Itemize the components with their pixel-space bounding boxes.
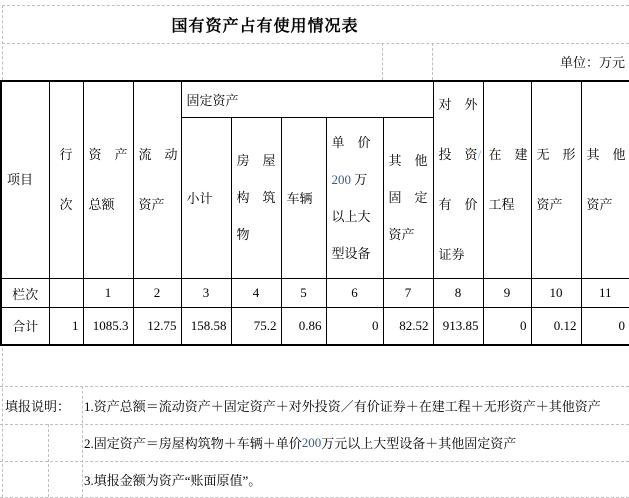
col-header-current-assets[interactable] [133, 81, 181, 279]
col-header-total-assets[interactable] [83, 81, 133, 279]
header-label: 其 他 [388, 153, 428, 169]
total-value-current-assets[interactable]: 12.75 [133, 308, 181, 345]
col-header-buildings-structures[interactable] [231, 117, 281, 278]
header-label: 对 外 [438, 97, 478, 112]
column-index-cell[interactable]: 10 [531, 279, 581, 308]
col-header-vehicles[interactable] [281, 117, 326, 278]
gridline-v [48, 424, 49, 497]
col-header-other-fixed-assets[interactable] [383, 117, 433, 278]
column-index-cell[interactable]: 3 [181, 279, 231, 308]
total-value-other-assets[interactable]: 0 [581, 308, 629, 345]
column-index-cell[interactable] [49, 279, 83, 308]
column-index-cell[interactable]: 9 [483, 279, 531, 308]
group-header-fixed-assets[interactable] [181, 81, 433, 117]
total-value-subtotal[interactable]: 158.58 [181, 308, 231, 345]
gridline-v [382, 43, 383, 80]
row-label-total[interactable]: 合计 [1, 308, 49, 345]
total-value-buildings[interactable]: 75.2 [231, 308, 281, 345]
header-label: 有 价 [438, 197, 478, 212]
header-label: 万 [351, 171, 368, 187]
note-2 [84, 424, 516, 461]
header-label: 其 他 [586, 147, 626, 162]
header-label: 小计 [186, 191, 213, 207]
column-index-row [1, 279, 629, 308]
header-label: 资 产 [88, 147, 128, 162]
threshold-number: 200 [331, 171, 351, 187]
column-index-cell[interactable]: 7 [383, 279, 433, 308]
column-index-cell[interactable]: 2 [133, 279, 181, 308]
asset-table [0, 80, 629, 346]
header-label: 工程 [488, 197, 515, 212]
header-label: 无 形 [536, 147, 576, 162]
header-label: 行 [59, 147, 73, 162]
col-header-subtotal[interactable] [181, 117, 231, 278]
header-label: 次 [59, 197, 73, 212]
total-value-vehicles[interactable]: 0.86 [281, 308, 326, 345]
row-label-column-index[interactable]: 栏次 [1, 279, 49, 308]
col-header-item[interactable] [1, 81, 49, 279]
total-value-construction[interactable]: 0 [483, 308, 531, 345]
header-label: 项目 [7, 172, 34, 187]
col-header-construction-in-progress[interactable] [483, 81, 531, 279]
page-title: 国有资产占有使用情况表 [171, 17, 359, 35]
note-2-number: 200 [301, 434, 322, 450]
header-label: 固 定 [388, 190, 428, 206]
total-row [1, 308, 629, 345]
total-value-row-number[interactable]: 1 [49, 308, 83, 345]
header-label: 固定资产 [186, 92, 239, 108]
slash-mark: / [477, 147, 482, 162]
unit-label: 单位：万元 [559, 55, 625, 70]
col-header-external-investment[interactable] [433, 81, 483, 279]
column-index-cell[interactable]: 1 [83, 279, 133, 308]
note-1: 1.资产总额＝流动资产＋固定资产＋对外投资／有价证券＋在建工程＋无形资产＋其他资产 [84, 398, 601, 414]
col-header-intangible-assets[interactable] [531, 81, 581, 279]
header-label: 物 [236, 227, 250, 243]
column-index-cell[interactable]: 6 [326, 279, 383, 308]
header-label: 资产 [536, 197, 563, 212]
header-label: 投 资 [438, 147, 478, 162]
gridline-v [82, 386, 83, 497]
header-label: 车辆 [286, 191, 313, 207]
header-label: 资产 [138, 197, 165, 212]
total-value-total-assets[interactable]: 1085.3 [83, 308, 133, 345]
header-label: 单 价 [331, 134, 371, 150]
column-index-cell[interactable]: 5 [281, 279, 326, 308]
total-value-intangible[interactable]: 0.12 [531, 308, 581, 345]
header-label: 资产 [388, 227, 415, 243]
note-2-text: 万元以上大型设备＋其他固定资产 [321, 436, 517, 451]
col-header-row-number[interactable] [49, 81, 83, 279]
header-label: 在 建 [488, 147, 528, 162]
header-label: 以上大 [331, 208, 371, 224]
header-label: 房 屋 [236, 153, 276, 169]
header-label: 构 筑 [236, 190, 276, 206]
column-index-cell[interactable]: 8 [433, 279, 483, 308]
header-label: 证券 [438, 247, 465, 262]
col-header-other-assets[interactable] [581, 81, 629, 279]
notes-label: 填报说明： [5, 398, 71, 414]
header-label: 资产 [586, 197, 613, 212]
header-label: 型设备 [331, 245, 371, 261]
header-label: 流 动 [138, 147, 178, 162]
column-index-cell[interactable]: 11 [581, 279, 629, 308]
total-value-large-equipment[interactable]: 0 [326, 308, 383, 345]
header-label: 总额 [88, 197, 115, 212]
total-value-other-fixed[interactable]: 82.52 [383, 308, 433, 345]
note-2-text: 2.固定资产＝房屋构筑物＋车辆＋单价 [84, 436, 302, 451]
column-index-cell[interactable]: 4 [231, 279, 281, 308]
total-value-external-investment[interactable]: 913.85 [433, 308, 483, 345]
col-header-large-equipment[interactable] [326, 117, 383, 278]
note-3: 3.填报金额为资产“账面原值”。 [84, 473, 262, 488]
